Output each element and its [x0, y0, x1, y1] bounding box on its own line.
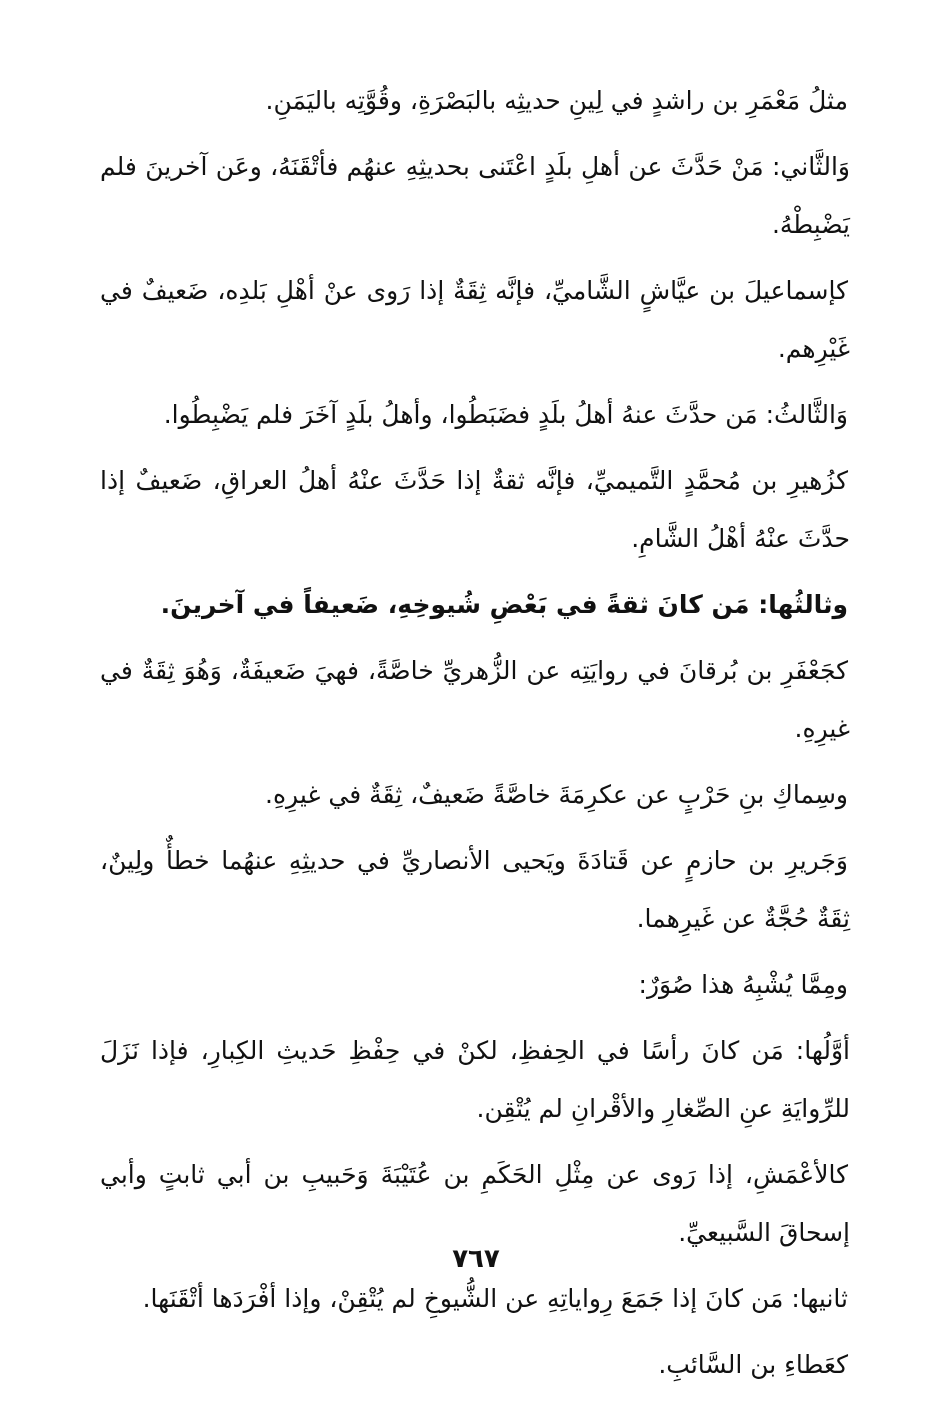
paragraph-second-type: وَالثَّاني: مَنْ حَدَّثَ عن أهلِ بلَدٍ اعْتَنى بحديثِهِ عنهُم فأتْقَنَهُ، وعَن آخرينَ فلم يَضْبِطْهُ.: [100, 152, 850, 239]
page-body: [100, 72, 850, 1402]
paragraph-simak: وسِماكِ بنِ حَرْبٍ عن عكرِمَةَ خاصَّةً ضَعيفٌ، ثِقَةٌ في غيرِهِ.: [265, 780, 848, 809]
section-heading-third: وثالثُها: مَن كانَ ثقةً في بَعْضِ شُيوخِهِ، ضَعيفاً في آخرينَ.: [160, 590, 848, 619]
page-number: ٧٦٧: [452, 1244, 500, 1274]
paragraph-zuhair: كزُهيرِ بن مُحمَّدٍ التَّميميِّ، فإنَّه ثقةٌ إذا حَدَّثَ عنْهُ أهلُ العراقِ، ضَعيفٌ إذا حدَّثَ عنْهُ أهْلُ الشَّامِ.: [100, 466, 850, 553]
paragraph-similar-forms: ومِمَّا يُشْبِهُ هذا صُوَرٌ:: [638, 970, 848, 999]
paragraph-amash: كالأعْمَشِ، إذا رَوى عن مِثْلِ الحَكَمِ بن عُتَيْبَةَ وَحَبيبِ بن أبي ثابتٍ وأبي إسحاقَ السَّبيعيِّ.: [100, 1160, 850, 1247]
paragraph-jarir: وَجَريرِ بن حازمٍ عن قَتادَةَ ويَحيى الأنصاريِّ في حديثِهِ عنهُما خطأٌ ولِينٌ، ثِقَةٌ حُجَّةٌ عن غَيرِهما.: [100, 846, 850, 933]
paragraph-second-form: ثانيها: مَن كانَ إذا جَمَعَ رِواياتِهِ عن الشُّيوخِ لم يُتْقِنْ، وإذا أفْرَدَها أتْقَنَها.: [142, 1284, 848, 1313]
paragraph-ata: كعَطاءِ بن السَّائبِ.: [658, 1350, 848, 1379]
paragraph-mamar: مثلُ مَعْمَرِ بن راشدٍ في لِينِ حديثِه بالبَصْرَةِ، وقُوَّتِه باليَمَنِ.: [265, 86, 848, 115]
paragraph-jafar: كجَعْفَرِ بن بُرقانَ في روايَتِه عن الزُّهريِّ خاصَّةً، فهيَ ضَعيفَةٌ، وَهُوَ ثِقَةٌ في غيرِهِ.: [100, 656, 850, 743]
paragraph-ismail: كإسماعيلَ بن عيَّاشٍ الشَّاميِّ، فإنَّه ثِقَةٌ إذا رَوى عنْ أهْلِ بَلدِه، ضَعيفٌ في غَيْرِهم.: [100, 276, 850, 363]
paragraph-first-form: أوَّلُها: مَن كانَ رأسًا في الحِفظِ، لكنْ في حِفْظِ حَديثِ الكِبارِ، فإذا نَزَلَ للرِّوايَةِ عنِ الصِّغارِ والأقْرانِ لم يُتْقِن.: [100, 1036, 850, 1123]
paragraph-third-type: وَالثَّالثُ: مَن حدَّثَ عنهُ أهلُ بلَدٍ فضَبَطُوا، وأهلُ بلَدٍ آخَرَ فلم يَضْبِطُوا.: [163, 400, 848, 429]
